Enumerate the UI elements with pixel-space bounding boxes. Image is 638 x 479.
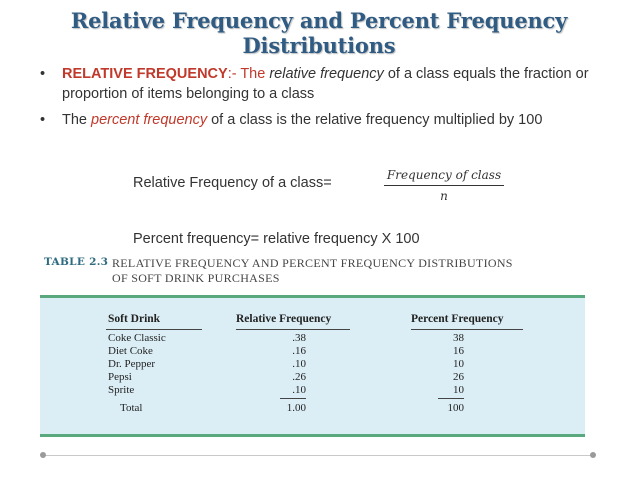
footer-divider <box>43 455 593 456</box>
table-number: TABLE 2.3 <box>44 256 109 268</box>
table-title-line1: RELATIVE FREQUENCY AND PERCENT FREQUENCY DISTRIBUTIONS <box>112 256 513 270</box>
cell-relative: .16 <box>292 345 306 357</box>
header-rule <box>411 329 523 330</box>
cell-drink: Coke Classic <box>108 332 166 344</box>
fraction-numerator: Frequency of class <box>384 168 504 186</box>
table-caption <box>40 253 585 293</box>
definition-text: of a class is the relative frequency multiplied by 100 <box>207 112 543 128</box>
italic-percent-frequency: percent frequency <box>91 112 208 128</box>
cell-relative: .10 <box>292 384 306 396</box>
slide-title: Relative Frequency and Percent Frequency Distributions <box>70 8 568 58</box>
cell-percent: 10 <box>453 358 464 370</box>
relative-frequency-formula-label: Relative Frequency of a class= <box>133 175 332 191</box>
cell-drink: Sprite <box>108 384 135 396</box>
bullet-dot-icon: • <box>40 66 46 82</box>
frequency-table <box>40 253 585 441</box>
table-bottom-rule <box>40 434 585 437</box>
bullet-prefix: The <box>62 112 92 128</box>
italic-relative-frequency: relative frequency <box>269 66 384 82</box>
cell-percent: 26 <box>453 371 464 383</box>
bullet-list <box>40 64 600 136</box>
relative-frequency-fraction <box>384 168 504 203</box>
table-title-line2: OF SOFT DRINK PURCHASES <box>112 271 280 285</box>
cell-relative: .26 <box>292 371 306 383</box>
cell-drink: Diet Coke <box>108 345 153 357</box>
cell-drink: Pepsi <box>108 371 132 383</box>
percent-frequency-formula: Percent frequency= relative frequency X 100 <box>133 231 420 247</box>
total-relative: 1.00 <box>286 402 306 414</box>
cell-relative: .38 <box>292 332 306 344</box>
total-percent: 100 <box>447 402 464 414</box>
sum-rule <box>438 398 464 399</box>
header-percent-frequency: Percent Frequency <box>411 313 504 325</box>
table-title <box>112 256 513 286</box>
cell-percent: 38 <box>453 332 464 344</box>
fraction-denominator: n <box>440 189 448 203</box>
cell-percent: 16 <box>453 345 464 357</box>
header-relative-frequency: Relative Frequency <box>236 313 332 325</box>
header-rule <box>106 329 202 330</box>
cell-relative: .10 <box>292 358 306 370</box>
cell-percent: 10 <box>453 384 464 396</box>
header-rule <box>236 329 350 330</box>
bullet-dot-icon: • <box>40 112 46 128</box>
table-body <box>40 298 585 434</box>
definition-text: of a class equals the fraction or proportion of items belonging to a class <box>62 66 589 102</box>
bullet-relative-frequency <box>40 64 600 104</box>
term-relative-frequency: RELATIVE FREQUENCY <box>62 66 228 82</box>
total-label: Total <box>120 402 143 414</box>
header-soft-drink: Soft Drink <box>108 313 161 325</box>
bullet-percent-frequency <box>40 110 600 130</box>
term-separator: :- The <box>227 66 270 82</box>
footer-dot-icon <box>40 452 46 458</box>
cell-drink: Dr. Pepper <box>108 358 156 370</box>
sum-rule <box>280 398 306 399</box>
footer-dot-icon <box>590 452 596 458</box>
